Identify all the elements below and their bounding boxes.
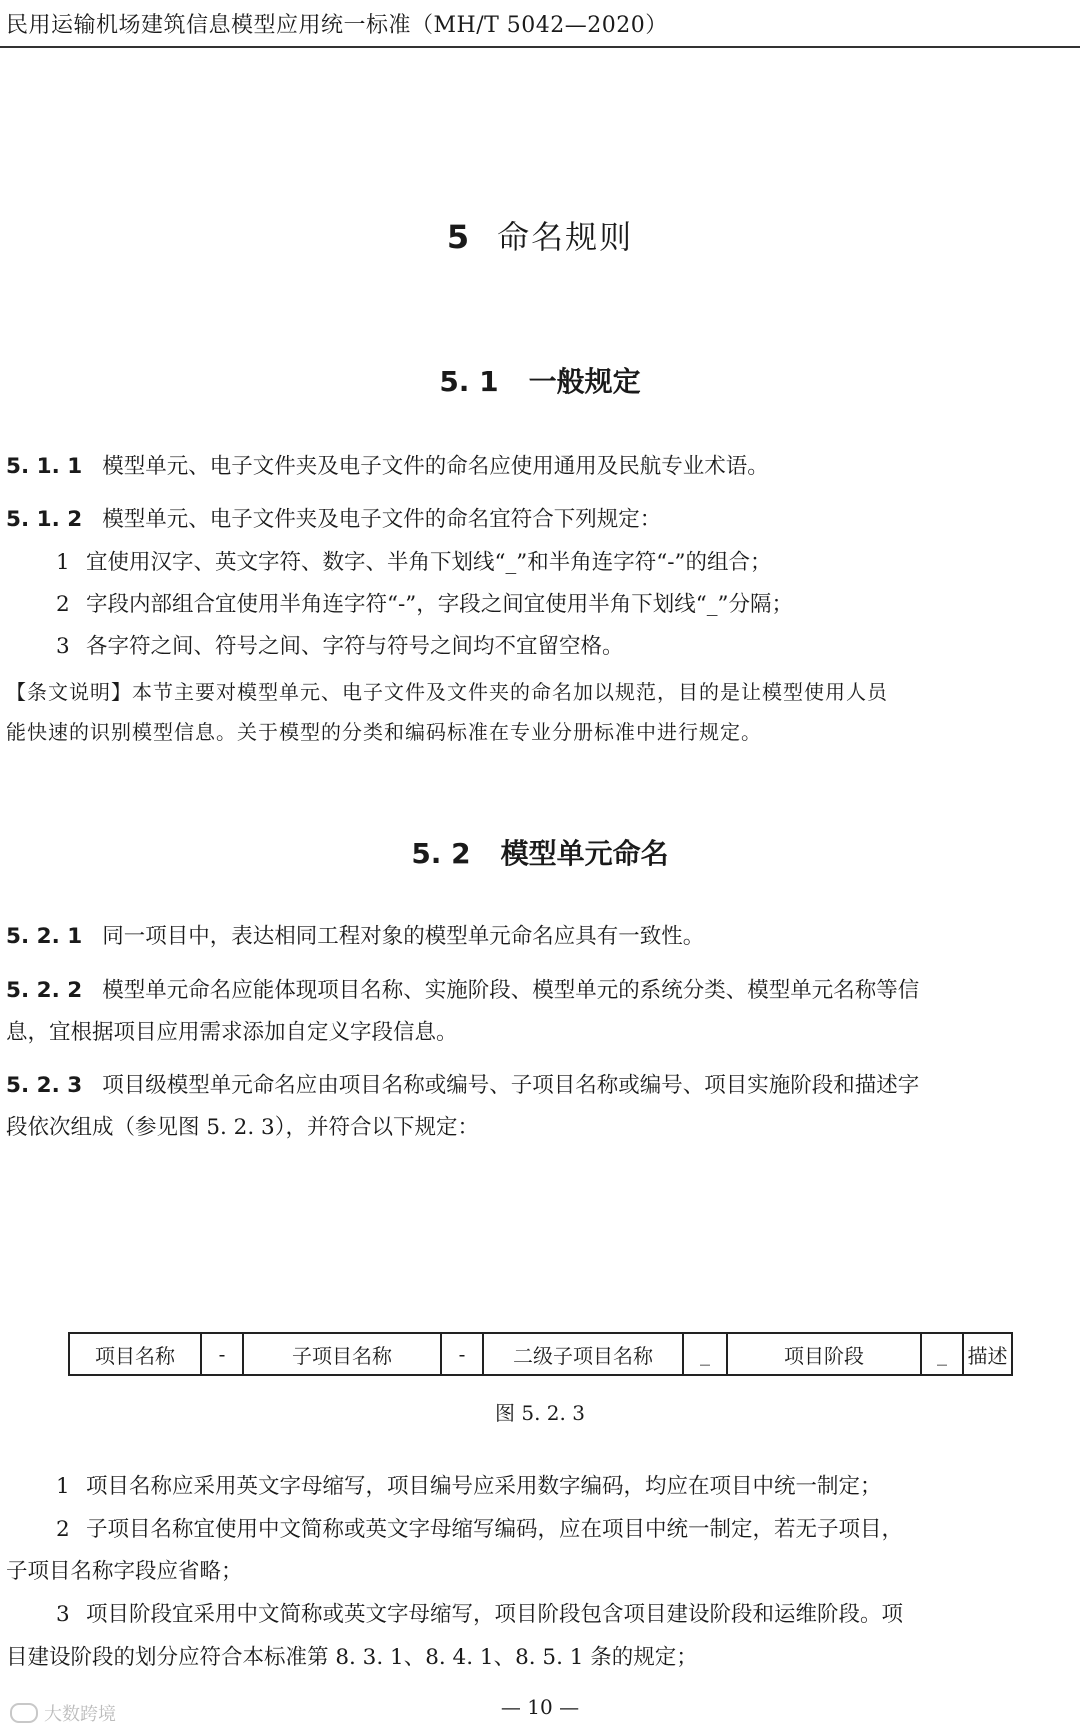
clause-number: 5. 1. 2 — [6, 507, 83, 532]
item-text: 字段内部组合宜使用半角连字符“-”，字段之间宜使用半角下划线“_”分隔； — [86, 592, 793, 617]
segment-project-name: 项目名称 — [70, 1334, 202, 1374]
clause-5-2-2-cont: 息，宜根据项目应用需求添加自定义字段信息。 — [6, 1020, 458, 1045]
item-number: 2 — [56, 592, 70, 617]
list-item — [56, 1472, 882, 1502]
segment-separator: _ — [684, 1334, 728, 1374]
item-number: 2 — [56, 1517, 70, 1542]
list-item — [56, 1515, 903, 1545]
naming-structure-figure — [68, 1332, 1013, 1376]
section-number: 5. 2 — [411, 837, 471, 870]
clause-text: 模型单元命名应能体现项目名称、实施阶段、模型单元的系统分类、模型单元名称等信 — [102, 978, 920, 1003]
running-header: 民用运输机场建筑信息模型应用统一标准（MH/T 5042—2020） — [6, 13, 668, 38]
section-title: 一般规定 — [528, 365, 641, 398]
chapter-heading — [0, 212, 1080, 258]
commentary-line-2: 能快速的识别模型信息。关于模型的分类和编码标准在专业分册标准中进行规定。 — [6, 720, 762, 744]
chapter-number: 5 — [446, 218, 472, 256]
segment-sub-subproject-name: 二级子项目名称 — [484, 1334, 684, 1374]
clause-number: 5. 1. 1 — [6, 454, 83, 479]
clause-5-2-1 — [6, 922, 704, 952]
item-text: 各字符之间、符号之间、字符与符号之间均不宜留空格。 — [86, 634, 624, 659]
segment-project-phase: 项目阶段 — [728, 1334, 922, 1374]
segment-separator: _ — [922, 1334, 964, 1374]
segment-subproject-name: 子项目名称 — [244, 1334, 442, 1374]
page-number: — 10 — — [500, 1695, 580, 1719]
item-text: 项目名称应采用英文字母缩写，项目编号应采用数字编码，均应在项目中统一制定； — [86, 1474, 882, 1499]
clause-5-2-2 — [6, 976, 919, 1006]
clause-5-2-3 — [6, 1071, 919, 1101]
watermark-logo-icon — [10, 1703, 38, 1723]
clause-number: 5. 2. 2 — [6, 978, 83, 1003]
clause-text: 项目级模型单元命名应由项目名称或编号、子项目名称或编号、项目实施阶段和描述字 — [102, 1073, 920, 1098]
list-item-cont: 子项目名称字段应省略； — [6, 1559, 243, 1584]
chapter-title: 命名规则 — [497, 218, 634, 256]
item-text: 项目阶段宜采用中文简称或英文字母缩写，项目阶段包含项目建设阶段和运维阶段。项 — [86, 1602, 904, 1627]
watermark-text: 大数跨境 — [44, 1704, 116, 1725]
list-item — [56, 590, 793, 620]
item-text: 子项目名称宜使用中文简称或英文字母缩写编码，应在项目中统一制定，若无子项目， — [86, 1517, 904, 1542]
list-item — [56, 1600, 903, 1630]
segment-separator: - — [202, 1334, 244, 1374]
watermark — [10, 1700, 116, 1726]
list-item — [56, 548, 771, 578]
clause-text: 模型单元、电子文件夹及电子文件的命名应使用通用及民航专业术语。 — [102, 454, 769, 479]
commentary-line-1: 【条文说明】本节主要对模型单元、电子文件及文件夹的命名加以规范，目的是让模型使用人员 — [6, 680, 888, 704]
item-number: 3 — [56, 1602, 70, 1627]
list-item — [56, 632, 624, 662]
header-divider — [0, 46, 1080, 48]
list-item-cont: 目建设阶段的划分应符合本标准第 8. 3. 1、8. 4. 1、8. 5. 1 条的规定； — [6, 1645, 698, 1670]
clause-number: 5. 2. 1 — [6, 924, 83, 949]
item-number: 3 — [56, 634, 70, 659]
section-title: 模型单元命名 — [500, 837, 669, 870]
clause-text: 同一项目中，表达相同工程对象的模型单元命名应具有一致性。 — [102, 924, 705, 949]
clause-5-2-3-cont: 段依次组成（参见图 5. 2. 3），并符合以下规定： — [6, 1115, 479, 1140]
segment-description: 描述 — [967, 1343, 1008, 1368]
figure-caption: 图 5. 2. 3 — [495, 1401, 585, 1425]
section-number: 5. 1 — [439, 365, 499, 398]
clause-5-1-2 — [6, 505, 661, 535]
item-number: 1 — [56, 1474, 70, 1499]
item-number: 1 — [56, 550, 70, 575]
section-heading-5-2 — [0, 832, 1080, 872]
clause-5-1-1 — [6, 452, 769, 482]
segment-separator: - — [442, 1334, 484, 1374]
item-text: 宜使用汉字、英文字符、数字、半角下划线“_”和半角连字符“-”的组合； — [86, 550, 772, 575]
clause-number: 5. 2. 3 — [6, 1073, 83, 1098]
section-heading-5-1 — [0, 360, 1080, 400]
clause-text: 模型单元、电子文件夹及电子文件的命名宜符合下列规定： — [102, 507, 662, 532]
